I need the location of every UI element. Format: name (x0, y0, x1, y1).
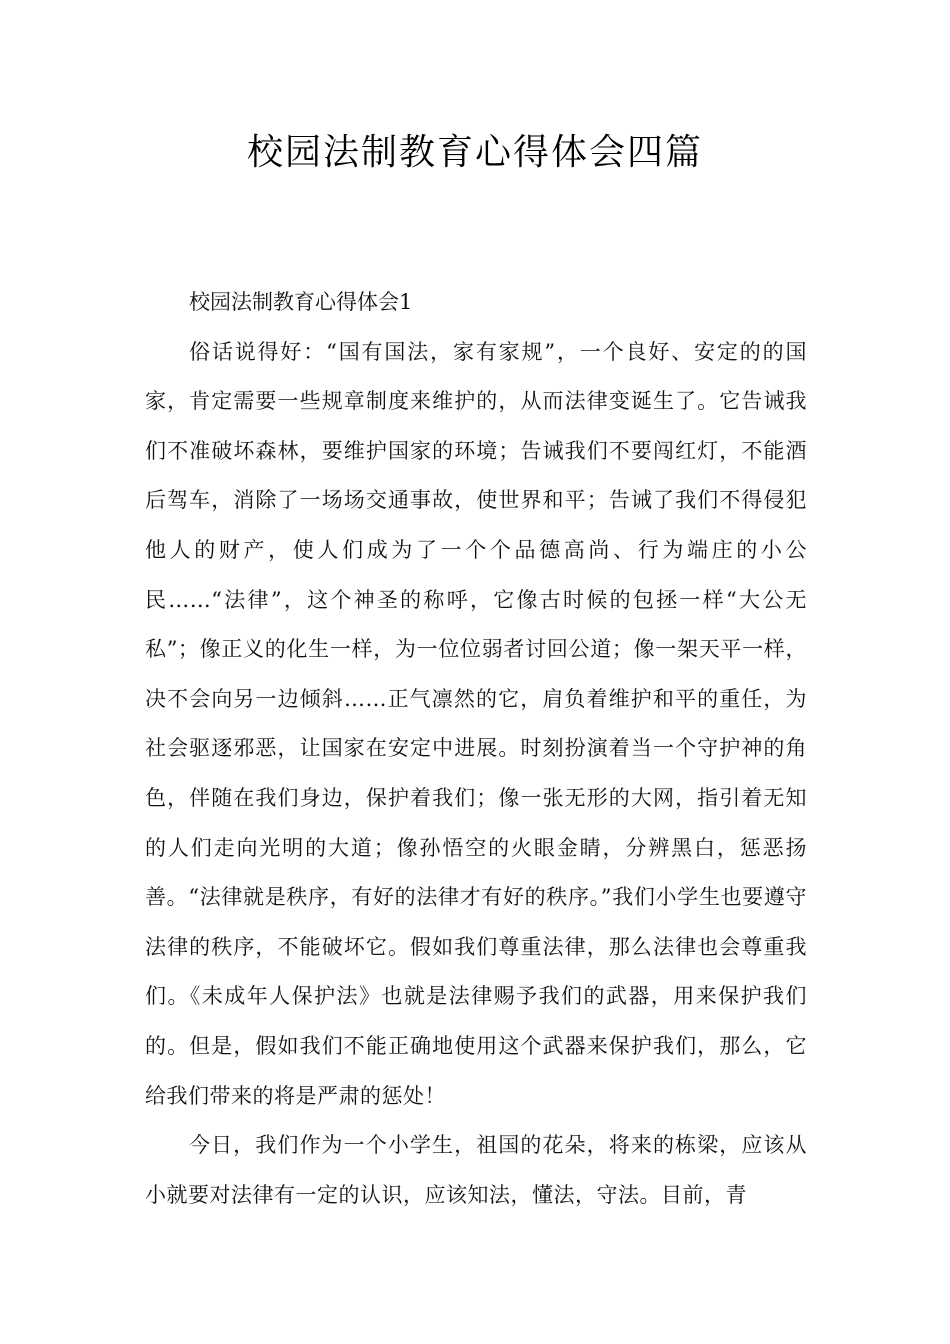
page-title: 校园法制教育心得体会四篇 (246, 132, 703, 173)
section-heading: 校园法制教育心得体会1 (189, 290, 413, 314)
document-body (145, 278, 807, 1220)
paragraph: 俗话说得好：“国有国法，家有家规”，一个良好、安定的的国家，肯定需要一些规章制度来维护的，从而法律变诞生了。它告诫我们不准破坏森林，要维护国家的环境；告诫我们不要闯红灯，不能酒后驾车，消除了一场场交通事故，使世界和平；告诫了我们不得侵犯他人的财产，使人们成为了一个个品德高尚、行为端庄的小公民……“法律”，这个神圣的称呼，它像古时候的包拯一样“大公无私”；像正义的化生一样，为一位位弱者讨回公道；像一架天平一样，决不会向另一边倾斜……正气凛然的它，肩负着维护和平的重任，为社会驱逐邪恶，让国家在安定中进展。时刻扮演着当一个守护神的角色，伴随在我们身边，保护着我们；像一张无形的大网，指引着无知的人们走向光明的大道；像孙悟空的火眼金睛，分辨黑白，惩恶扬善。“法律就是秩序，有好的法律才有好的秩序。”我们小学生也要遵守法律的秩序，不能破坏它。假如我们尊重法律，那么法律也会尊重我们。《未成年人保护法》也就是法律赐予我们的武器，用来保护我们的。但是，假如我们不能正确地使用这个武器来保护我们，那么，它给我们带来的将是严肃的惩处！ (145, 339, 807, 1108)
paragraph: 今日，我们作为一个小学生，祖国的花朵，将来的栋梁，应该从小就要对法律有一定的认识，应该知法，懂法，守法。目前，青 (145, 1133, 807, 1207)
